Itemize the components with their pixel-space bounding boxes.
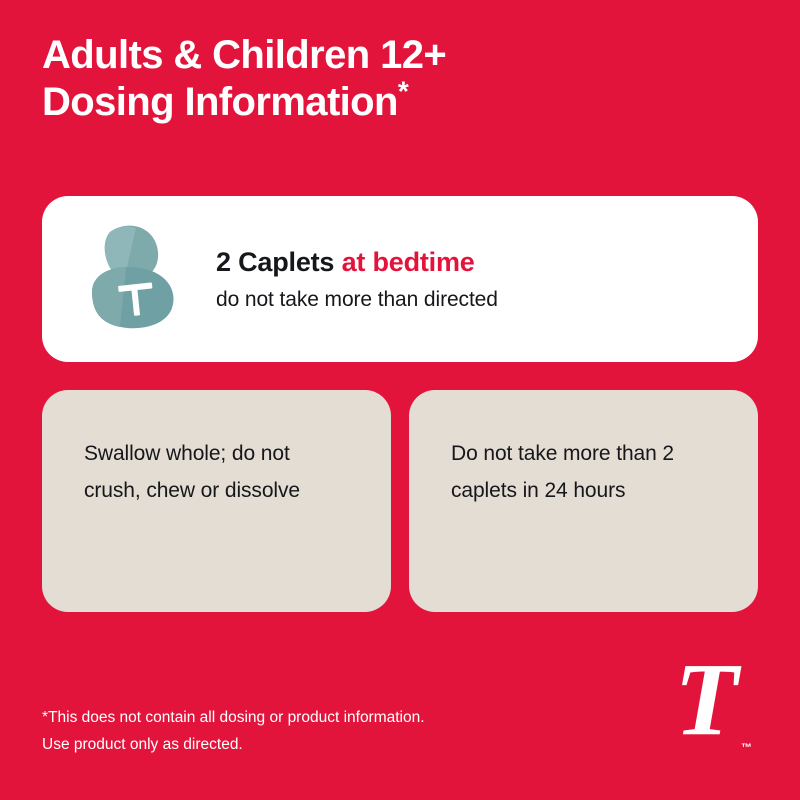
page-title — [42, 32, 742, 126]
page-title-line-2-text: Dosing Information — [42, 80, 398, 125]
footnote — [42, 704, 602, 758]
instruction-card-swallow-text: Swallow whole; do not crush, chew or dissolve — [84, 442, 300, 502]
dose-amount: 2 Caplets — [216, 246, 342, 277]
dose-warning-line: do not take more than directed — [216, 287, 498, 311]
page-title-line-2 — [42, 75, 742, 126]
instruction-card-limit — [409, 390, 758, 612]
dose-primary-line — [216, 247, 498, 278]
footnote-line-2: Use product only as directed. — [42, 735, 243, 753]
brand-logo — [662, 642, 752, 757]
page-title-line-1: Adults & Children 12+ — [42, 33, 447, 77]
instruction-card-limit-text: Do not take more than 2 caplets in 24 hours — [451, 442, 674, 502]
footnote-line-1: *This does not contain all dosing or product information. — [42, 708, 425, 726]
trademark-symbol: ™ — [741, 742, 752, 754]
brand-logo-letter: T — [674, 642, 738, 757]
instruction-card-swallow — [42, 390, 391, 612]
caplet-icon — [42, 196, 212, 362]
dose-text-block — [212, 247, 498, 312]
dose-timing: at bedtime — [341, 246, 475, 277]
page-title-asterisk: * — [397, 75, 409, 107]
primary-dose-card — [42, 196, 758, 362]
instruction-card-row — [42, 390, 758, 612]
